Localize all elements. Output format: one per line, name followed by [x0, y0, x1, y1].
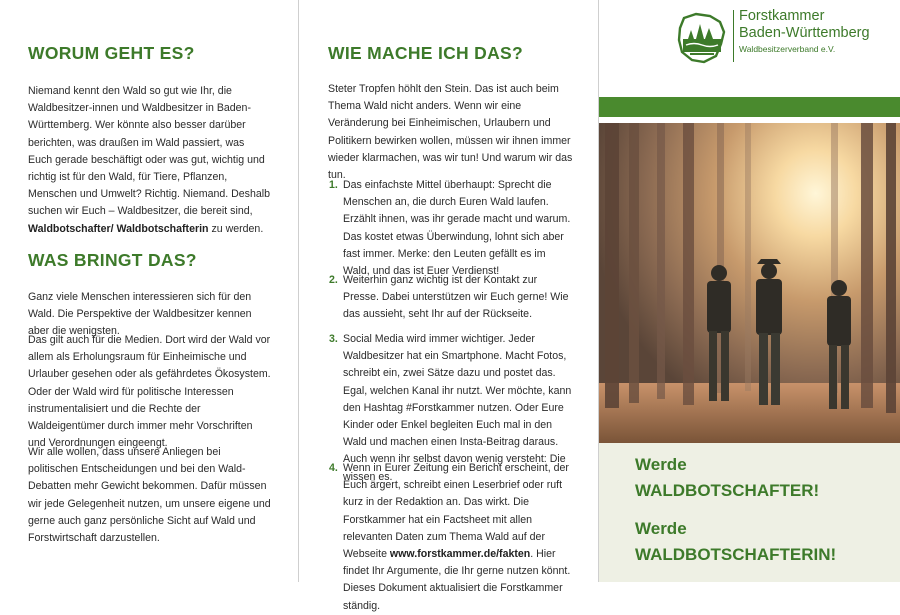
list-item-4: [329, 460, 574, 612]
forest-photo: [599, 123, 900, 443]
list-number: 2.: [329, 274, 338, 286]
paragraph-goal: Wir alle wollen, dass unsere Anliegen bei politischen Entscheidungen und bei den Wald-Debatten mehr Gewicht bekommen. Dafür müssen wir jede Gelegenheit nutzen, um unsere eigene und gerne auch ganz persönliche Sicht auf Wald und Forstwirtschaft darzustellen.: [28, 446, 271, 545]
intro-end-text: zu werden.: [208, 222, 264, 235]
intro-bold-text: Waldbotschafter/ Waldbotschafterin: [28, 222, 209, 235]
heading-wie-mache-ich-das: WIE MACHE ICH DAS?: [328, 43, 523, 63]
green-accent-band: [599, 97, 900, 117]
intro-paragraph: [28, 83, 271, 238]
list-text-end: . Hier findet Ihr Argumente, die Ihr gerne nutzen könnt. Dieses Dokument aktualisiert die Forstkammer ständig.: [343, 548, 571, 612]
heading-worum-geht-es: WORUM GEHT ES?: [28, 43, 195, 63]
list-number: 4.: [329, 462, 338, 474]
list-text-start: Wenn in Eurer Zeitung ein Bericht erscheint, der Euch ärgert, schreibt einen Leserbrief oder ruft kurz in der Redaktion an. Das wirkt. Die Forstkammer hat ein Factsheet mit allen relevanten Daten zum Thema Wald auf der Webseite: [343, 462, 569, 561]
cta-werde-1: Werde: [635, 455, 687, 474]
logo-separator: [733, 10, 734, 62]
list-item-1: [329, 177, 574, 278]
middle-panel: [299, 0, 598, 612]
middle-intro: Steter Tropfen höhlt den Stein. Das ist auch beim Thema Wald nicht anders. Wenn wir eine Veränderung bei Einheimischen, Urlaubern und Politikern bewirken wollen, müssen wir ihnen immer wieder klarmachen, was wir tun! Und warum wir das tun.: [328, 83, 573, 182]
list-text: Weiterhin ganz wichtig ist der Kontakt zur Presse. Dabei unterstützen wir Euch gerne! Wie das aussieht, seht Ihr auf der Rückseite.: [343, 274, 569, 321]
list-number: 1.: [329, 179, 338, 191]
cta-box: [599, 443, 900, 582]
heading-was-bringt-das: WAS BRINGT DAS?: [28, 250, 197, 270]
logo-subtitle: Waldbesitzerverband e.V.: [739, 44, 836, 54]
list-text: Das einfachste Mittel überhaupt: Sprecht die Menschen an, die durch Euren Wald laufen. Erzählt ihnen, was ihr gerade macht und warum. Das kostet etwas Überwindung, lohnt sich aber fast immer. Merke: den Leuten gefällt es im Wald, und das ist Euer Verdienst!: [343, 179, 571, 278]
list-text: [343, 460, 575, 615]
cta-werde-2: Werde: [635, 519, 687, 538]
paragraph-interest: Ganz viele Menschen interessieren sich für den Wald. Die Perspektive der Waldbesitzer kennen aber die wenigsten.: [28, 291, 252, 338]
fakten-link[interactable]: www.forstkammer.de/fakten: [389, 548, 531, 561]
list-text: Social Media wird immer wichtiger. Jeder Waldbesitzer hat ein Smartphone. Macht Fotos, schreibt ein, zwei Sätze dazu und postet das. Egal, welchen Kanal ihr nutzt. Wer möchte, kann den Hashtag #Forstkammer nutzen. Oder Eure Kinder oder Enkel begleiten Euch mal in den Wald und machen einen Insta-Beitrag daraus. Auch wenn ihr selbst davon wenig versteht: Die wissen es.: [343, 333, 572, 483]
intro-text: Niemand kennt den Wald so gut wie Ihr, die Waldbesitzer-innen und Waldbesitzer in Baden-Württemberg. Wer könnte also besser darüber berichten, was draußen im Wald passiert, was Euch gerade beschäftigt oder was gut, wichtig und richtig ist für den Wald, für Tiere, Pflanzen, Menschen und Umwelt? Richtig. Niemand. Deshalb suchen wir Euch – Waldbesitzer, die bereit sind,: [28, 85, 271, 218]
cta-waldbotschafter: WALDBOTSCHAFTER!: [635, 481, 820, 500]
list-item-3: [329, 331, 574, 483]
forstkammer-logo-icon: [674, 12, 730, 64]
left-panel: [0, 0, 298, 582]
logo-name-line2: Baden-Württemberg: [739, 25, 870, 41]
list-item-2: [329, 272, 574, 324]
paragraph-media: Das gilt auch für die Medien. Dort wird der Wald vor allem als Erholungsraum für Einheimische und Urlauber gesehen oder als gefährdetes Ökosystem. Oder der Wald wird für politische Interessen instrumentalisiert und die Rechte der Waldeigentümer durch immer mehr Vorschriften und Verordnungen eingeengt.: [28, 334, 271, 450]
right-panel: [599, 0, 900, 582]
logo-name-line1: Forstkammer: [739, 8, 825, 24]
list-number: 3.: [329, 333, 338, 345]
cta-waldbotschafterin: WALDBOTSCHAFTERIN!: [635, 545, 837, 564]
